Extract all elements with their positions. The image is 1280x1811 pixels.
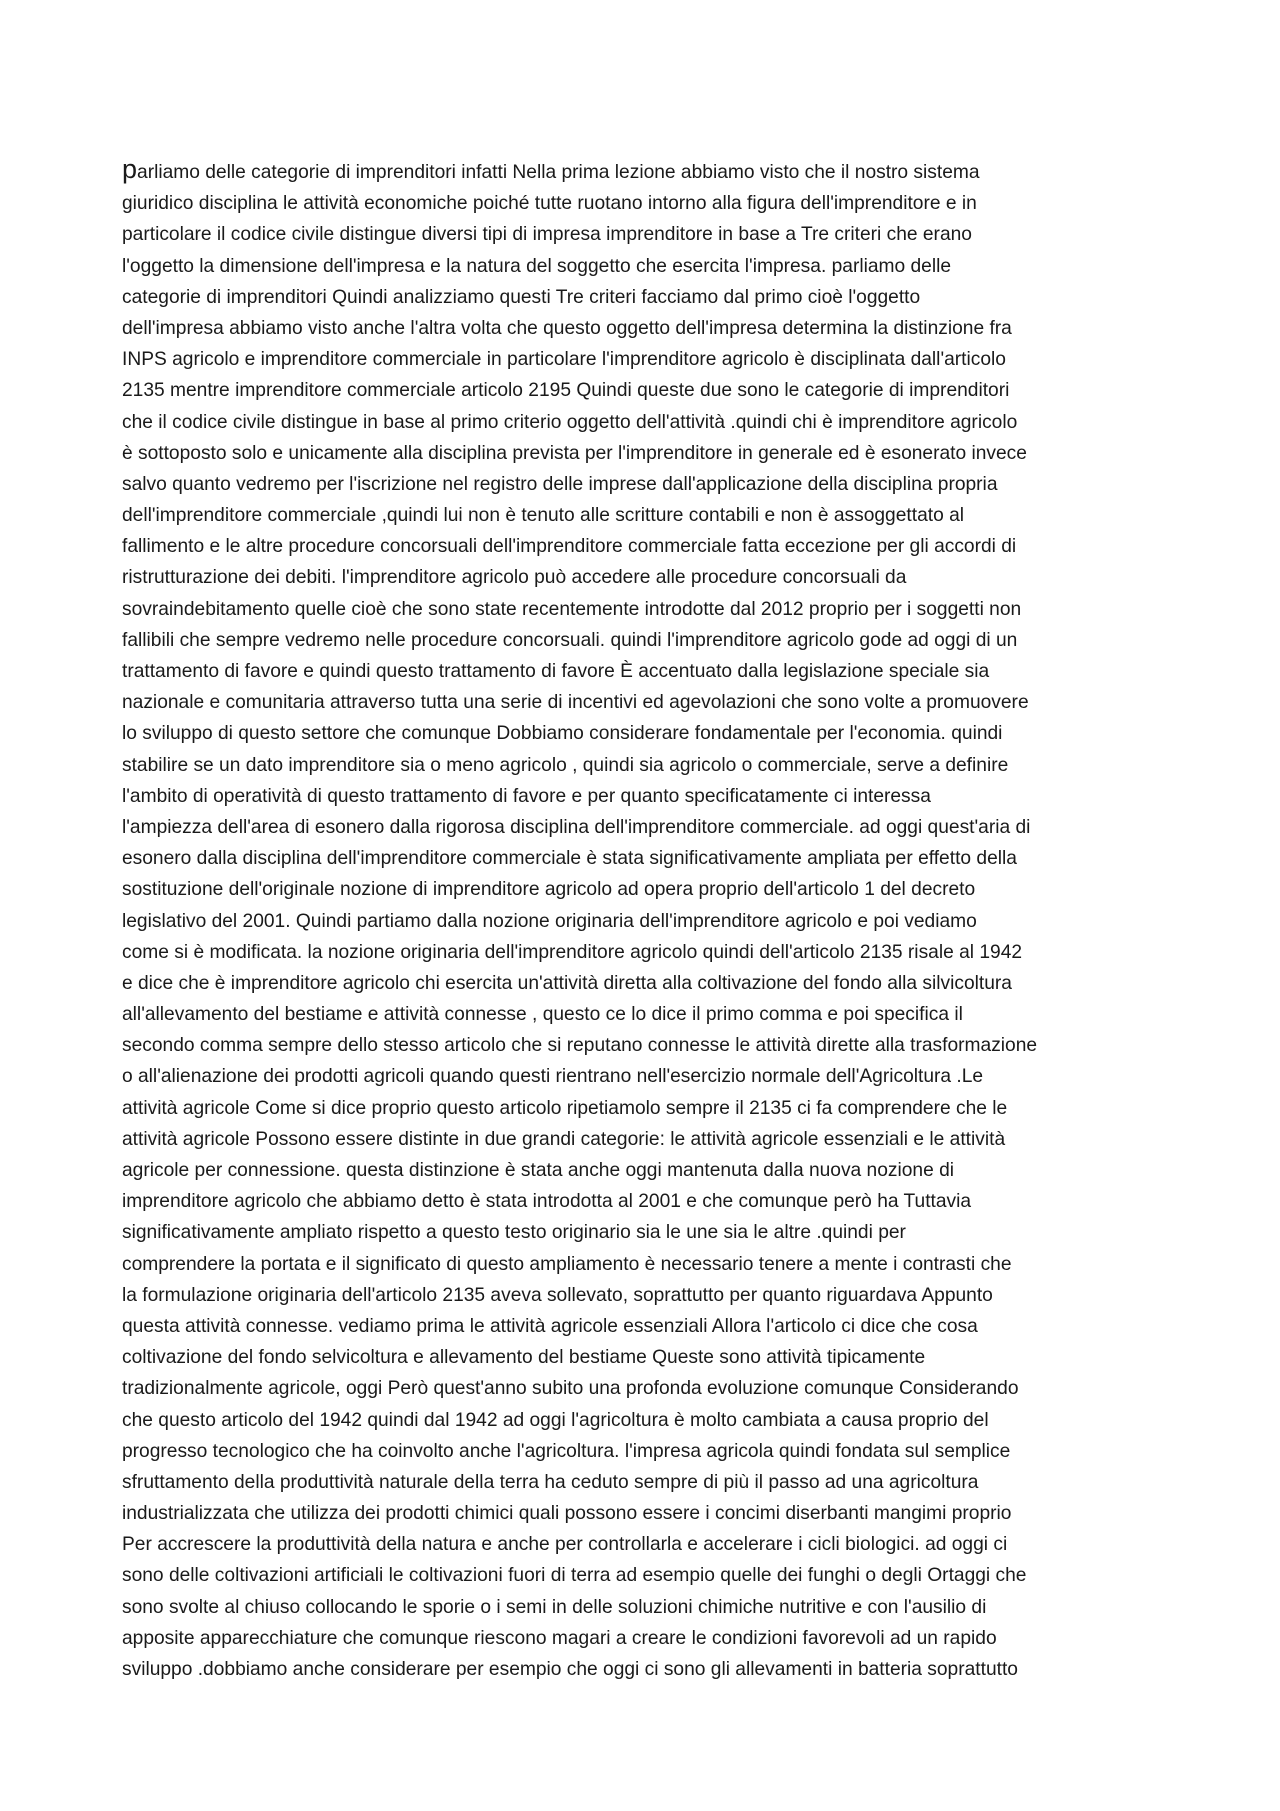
text-line: agricole per connessione. questa distinzione è stata anche oggi mantenuta dalla nuova nozione di [122,1160,955,1181]
text-line [122,154,1182,188]
text-line: ristrutturazione dei debiti. l'imprenditore agricolo può accedere alle procedure concorsuali da [122,567,907,589]
text-line: l'oggetto la dimensione dell'impresa e la natura del soggetto che esercita l'impresa. parliamo delle [122,255,952,277]
text-line: la formulazione originaria dell'articolo 2135 aveva sollevato, soprattutto per quanto riguardava Appunto [122,1284,993,1306]
text-line: è sottoposto solo e unicamente alla disciplina prevista per l'imprenditore in generale ed è esonerato invece [122,442,1027,464]
text-line: attività agricole Possono essere distinte in due grandi categorie: le attività agricole essenziali e le attività [122,1128,1006,1150]
text-line: Per accrescere la produttività della natura e anche per controllarla e accelerare i cicli biologici. ad oggi ci [122,1534,1008,1556]
text-line: sono svolte al chiuso collocando le sporie o i semi in delle soluzioni chimiche nutritive e con l'ausilio di [122,1596,987,1618]
text-line: comprendere la portata e il significato di questo ampliamento è necessario tenere a mente i contrasti che [122,1253,1012,1275]
text-line: che il codice civile distingue in base al primo criterio oggetto dell'attività .quindi chi è imprenditore agricolo [122,411,1018,433]
text-line: esonero dalla disciplina dell'imprenditore commerciale è stata significativamente ampliata per effetto della [122,848,1017,870]
text-line: come si è modificata. la nozione originaria dell'imprenditore agricolo quindi dell'articolo 2135 risale al 1942 [122,941,1023,963]
text-line: lo sviluppo di questo settore che comunque Dobbiamo considerare fondamentale per l'economia. quindi [122,723,1003,745]
text-line: apposite apparecchiature che comunque riescono magari a creare le condizioni favorevoli ad un rapido [122,1627,997,1649]
text-line: tradizionalmente agricole, oggi Però quest'anno subito una profonda evoluzione comunque Considerando [122,1378,1019,1400]
text-line: sviluppo .dobbiamo anche considerare per esempio che oggi ci sono gli allevamenti in batteria soprattutto [122,1659,1018,1680]
text-line: coltivazione del fondo selvicoltura e allevamento del bestiame Queste sono attività tipicamente [122,1347,926,1369]
text-line: sostituzione dell'originale nozione di imprenditore agricolo ad opera proprio dell'articolo 1 del decreto [122,879,976,901]
text-line: dell'impresa abbiamo visto anche l'altra volta che questo oggetto dell'impresa determina la distinzione fra [122,317,1012,339]
text-line: progresso tecnologico che ha coinvolto anche l'agricoltura. l'impresa agricola quindi fondata sul semplice [122,1440,1011,1462]
text-line: sfruttamento della produttività naturale della terra ha ceduto sempre di più il passo ad una agricoltura [122,1471,979,1493]
text-line-content: arliamo delle categorie di imprenditori infatti Nella prima lezione abbiamo visto che il nostro sistema [137,162,980,183]
text-line: secondo comma sempre dello stesso articolo che si reputano connesse le attività dirette alla trasformazione [122,1035,1038,1057]
text-line: nazionale e comunitaria attraverso tutta una serie di incentivi ed agevolazioni che sono volte a promuovere [122,692,1029,714]
text-line: stabilire se un dato imprenditore sia o meno agricolo , quindi sia agricolo o commerciale, serve a definire [122,754,1009,776]
text-line: sono delle coltivazioni artificiali le coltivazioni fuori di terra ad esempio quelle dei funghi o degli Ortaggi che [122,1565,1027,1587]
text-line: l'ampiezza dell'area di esonero dalla rigorosa disciplina dell'imprenditore commerciale. ad oggi quest'aria di [122,816,1031,838]
text-line: trattamento di favore e quindi questo trattamento di favore È accentuato dalla legislazione speciale sia [122,661,990,682]
text-line: giuridico disciplina le attività economiche poiché tutte ruotano intorno alla figura dell'imprenditore e in [122,193,977,215]
first-letter: p [122,154,138,184]
text-line: fallibili che sempre vedremo nelle procedure concorsuali. quindi l'imprenditore agricolo gode ad oggi di un [122,629,1018,651]
text-line: all'allevamento del bestiame e attività connesse , questo ce lo dice il primo comma e poi specifica il [122,1004,963,1026]
text-line: significativamente ampliato rispetto a questo testo originario sia le une sia le altre .quindi per [122,1222,906,1244]
text-line: questa attività connesse. vediamo prima le attività agricole essenziali Allora l'articolo ci dice che cosa [122,1315,978,1337]
text-line: salvo quanto vedremo per l'iscrizione nel registro delle imprese dall'applicazione della disciplina propria [122,473,998,495]
text-line: 2135 mentre imprenditore commerciale articolo 2195 Quindi queste due sono le categorie di imprenditori [122,380,1010,402]
text-line: dell'imprenditore commerciale ,quindi lui non è tenuto alle scritture contabili e non è assoggettato al [122,505,965,527]
text-line: attività agricole Come si dice proprio questo articolo ripetiamolo sempre il 2135 ci fa comprendere che le [122,1097,1008,1119]
text-line: sovraindebitamento quelle cioè che sono state recentemente introdotte dal 2012 proprio per i soggetti non [122,598,1022,620]
text-line: legislativo del 2001. Quindi partiamo dalla nozione originaria dell'imprenditore agricolo e poi vediamo [122,910,977,932]
text-line: INPS agricolo e imprenditore commerciale in particolare l'imprenditore agricolo è disciplinata dall'articolo [122,349,1006,371]
text-line: o all'alienazione dei prodotti agricoli quando questi rientrano nell'esercizio normale dell'Agricoltura .Le [122,1066,984,1088]
text-line: particolare il codice civile distingue diversi tipi di impresa imprenditore in base a Tre criteri che erano [122,224,972,246]
text-line: che questo articolo del 1942 quindi dal 1942 ad oggi l'agricoltura è molto cambiata a causa proprio del [122,1409,989,1431]
text-line: l'ambito di operatività di questo trattamento di favore e per quanto specificatamente ci interessa [122,785,931,807]
text-line: e dice che è imprenditore agricolo chi esercita un'attività diretta alla coltivazione del fondo alla silvicoltura [122,972,1012,994]
text-line: fallimento e le altre procedure concorsuali dell'imprenditore commerciale fatta eccezione per gli accordi di [122,536,1017,558]
body-text [122,154,1182,1685]
text-line: imprenditore agricolo che abbiamo detto è stata introdotta al 2001 e che comunque però ha Tuttavia [122,1191,972,1213]
text-line: industrializzata che utilizza dei prodotti chimici quali possono essere i concimi diserbanti mangimi proprio [122,1503,1012,1525]
text-line: categorie di imprenditori Quindi analizziamo questi Tre criteri facciamo dal primo cioè l'oggetto [122,286,921,308]
